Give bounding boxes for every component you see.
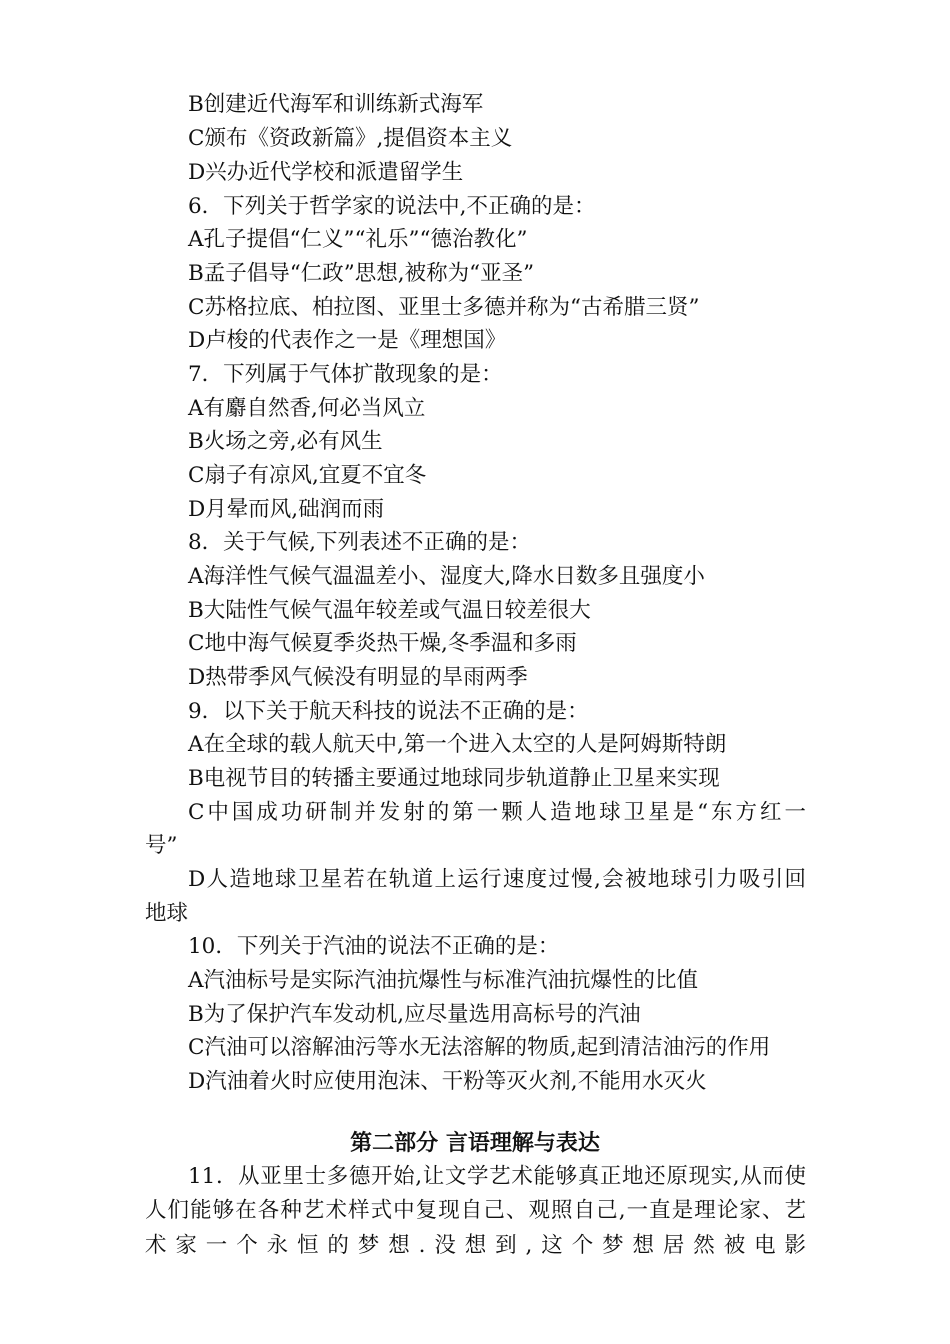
option-7c: C扇子有凉风,宜夏不宜冬 — [188, 463, 427, 488]
question-11-line-1: 11．从亚里士多德开始,让文学艺术能够真正地还原现实,从而使 — [188, 1164, 806, 1189]
question-7: 7．下列属于气体扩散现象的是： — [188, 362, 503, 387]
option-5c: C颁布《资政新篇》,提倡资本主义 — [188, 126, 513, 151]
option-8a: A海洋性气候气温温差小、湿度大,降水日数多且强度小 — [188, 564, 705, 589]
option-8b: B大陆性气候气温年较差或气温日较差很大 — [188, 598, 591, 623]
question-6: 6．下列关于哲学家的说法中,不正确的是： — [188, 194, 596, 219]
question-11-line-3: 术家一个永恒的梦想.没想到,这个梦想居然被电影 — [145, 1233, 806, 1258]
option-9d: D人造地球卫星若在轨道上运行速度过慢,会被地球引力吸引回 — [188, 867, 806, 892]
question-9: 9．以下关于航天科技的说法不正确的是： — [188, 699, 589, 724]
option-7d: D月晕而风,础润而雨 — [188, 497, 385, 522]
question-8: 8．关于气候,下列表述不正确的是： — [188, 530, 532, 555]
option-10a: A汽油标号是实际汽油抗爆性与标准汽油抗爆性的比值 — [188, 968, 699, 993]
option-6d: D卢梭的代表作之一是《理想国》 — [188, 328, 507, 353]
option-7b: B火场之旁,必有风生 — [188, 429, 383, 454]
option-10b: B为了保护汽车发动机,应尽量选用高标号的汽油 — [188, 1002, 641, 1027]
option-7a: A有麝自然香,何必当风立 — [188, 396, 426, 421]
option-9c-continued: 号” — [145, 833, 178, 858]
option-10d: D汽油着火时应使用泡沫、干粉等灭火剂,不能用水灭火 — [188, 1069, 707, 1094]
section-heading: 第二部分 言语理解与表达 — [350, 1130, 600, 1156]
option-5b: B创建近代海军和训练新式海军 — [188, 92, 484, 117]
option-8c: C地中海气候夏季炎热干燥,冬季温和多雨 — [188, 631, 577, 656]
option-6c: C苏格拉底、柏拉图、亚里士多德并称为“古希腊三贤” — [188, 295, 700, 320]
option-8d: D热带季风气候没有明显的旱雨两季 — [188, 665, 528, 690]
option-9b: B电视节目的转播主要通过地球同步轨道静止卫星来实现 — [188, 766, 720, 791]
option-10c: C汽油可以溶解油污等水无法溶解的物质,起到清洁油污的作用 — [188, 1035, 771, 1060]
option-9d-continued: 地球 — [145, 901, 189, 926]
option-9c: C中国成功研制并发射的第一颗人造地球卫星是“东方红一 — [188, 800, 806, 825]
option-5d: D兴办近代学校和派遣留学生 — [188, 160, 464, 185]
option-9a: A在全球的载人航天中,第一个进入太空的人是阿姆斯特朗 — [188, 732, 727, 757]
question-10: 10．下列关于汽油的说法不正确的是： — [188, 934, 560, 959]
option-6a: A孔子提倡“仁义”“礼乐”“德治教化” — [188, 227, 528, 252]
question-11-line-2: 人们能够在各种艺术样式中复现自己、观照自己,一直是理论家、艺 — [145, 1198, 806, 1223]
option-6b: B孟子倡导“仁政”思想,被称为“亚圣” — [188, 261, 535, 286]
